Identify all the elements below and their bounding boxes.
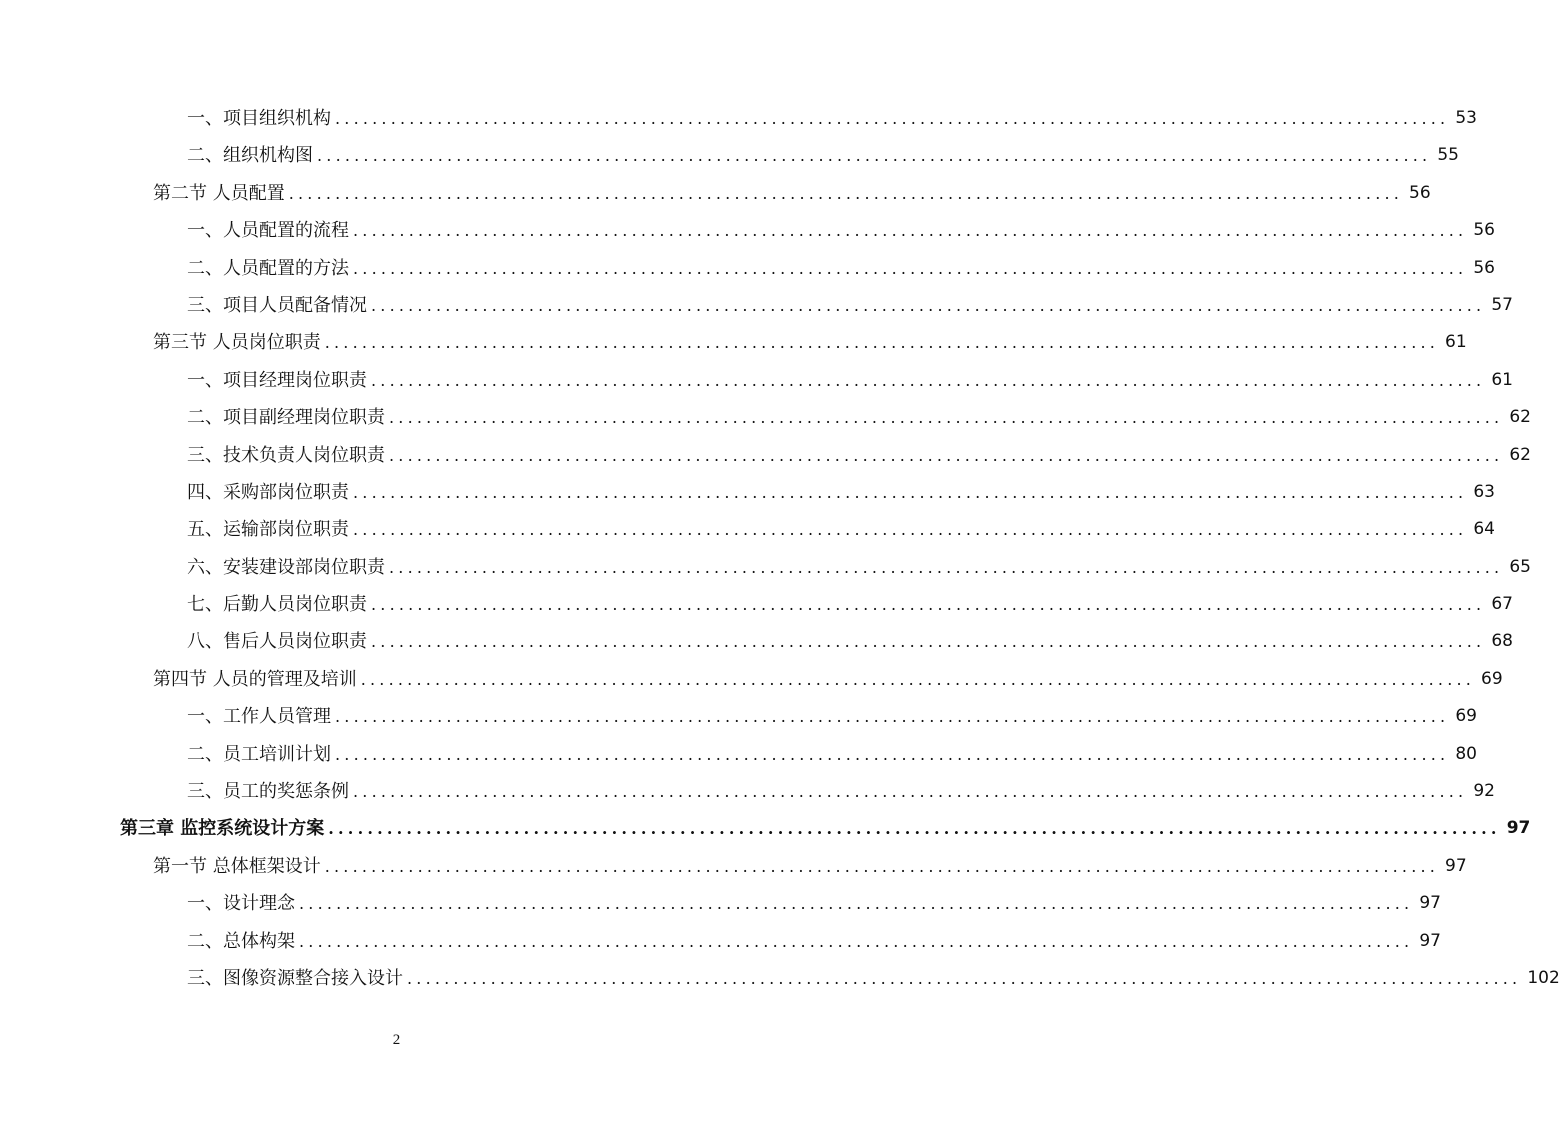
- toc-entry-item[interactable]: [0, 736, 1477, 773]
- toc-dot-leader: ........................................................................................................................: [371, 595, 1486, 615]
- toc-entry-page-number: 55: [1437, 145, 1459, 166]
- toc-entry-chapter[interactable]: [0, 810, 1531, 847]
- toc-entry-line: [120, 810, 1531, 847]
- toc-entry-page-number: 69: [1455, 706, 1477, 727]
- toc-entry-title: 第三节 人员岗位职责: [153, 332, 321, 354]
- toc-entry-section[interactable]: [0, 848, 1467, 885]
- toc-entry-section[interactable]: [0, 324, 1467, 361]
- toc-entry-title: 第三章 监控系统设计方案: [120, 818, 325, 840]
- toc-entry-page-number: 57: [1491, 294, 1513, 315]
- toc-entry-line: [187, 250, 1495, 287]
- toc-entry-title: 二、组织机构图: [187, 145, 313, 167]
- toc-entry-line: [153, 661, 1503, 698]
- toc-entry-title: 八、售后人员岗位职责: [187, 631, 367, 653]
- toc-dot-leader: ........................................................................................................................: [389, 557, 1504, 577]
- toc-entry-title: 三、员工的奖惩条例: [187, 781, 349, 803]
- toc-entry-title: 一、工作人员管理: [187, 706, 331, 728]
- toc-entry-line: [187, 773, 1495, 810]
- toc-entry-title: 五、运输部岗位职责: [187, 519, 349, 541]
- toc-dot-leader: ........................................................................................................................: [324, 333, 1440, 353]
- toc-entry-page-number: 64: [1473, 519, 1495, 540]
- toc-entry-page-number: 61: [1491, 369, 1513, 390]
- toc-entry-line: [187, 960, 1560, 997]
- toc-entry-section[interactable]: [0, 661, 1503, 698]
- toc-entry-item[interactable]: [0, 137, 1459, 174]
- toc-entry-item[interactable]: [0, 399, 1531, 436]
- toc-dot-leader: ........................................................................................................................: [360, 669, 1476, 689]
- toc-entry-title: 二、员工培训计划: [187, 743, 331, 765]
- toc-entry-page-number: 61: [1445, 332, 1467, 353]
- toc-dot-leader: ........................................................................................................................: [371, 632, 1486, 652]
- toc-entry-item[interactable]: [0, 437, 1531, 474]
- toc-entry-line: [187, 137, 1459, 174]
- toc-dot-leader: ........................................................................................................................: [328, 819, 1501, 839]
- toc-entry-title: 一、人员配置的流程: [187, 220, 349, 242]
- toc-entry-line: [153, 324, 1467, 361]
- toc-entry-page-number: 62: [1509, 407, 1531, 428]
- toc-entry-page-number: 63: [1473, 481, 1495, 502]
- toc-entry-page-number: 56: [1409, 182, 1431, 203]
- toc-entry-line: [187, 698, 1477, 735]
- toc-entry-line: [187, 736, 1477, 773]
- toc-entry-page-number: 92: [1473, 781, 1495, 802]
- toc-entry-title: 三、项目人员配备情况: [187, 294, 367, 316]
- toc-dot-leader: ........................................................................................................................: [324, 856, 1440, 876]
- toc-entry-item[interactable]: [0, 511, 1495, 548]
- toc-entry-page-number: 97: [1419, 930, 1441, 951]
- toc-entry-page-number: 97: [1419, 893, 1441, 914]
- toc-entry-title: 第四节 人员的管理及培训: [153, 668, 357, 690]
- toc-entry-page-number: 80: [1455, 743, 1477, 764]
- toc-entry-title: 第一节 总体框架设计: [153, 855, 321, 877]
- toc-dot-leader: ........................................................................................................................: [317, 146, 1432, 166]
- toc-entry-line: [187, 362, 1513, 399]
- toc-dot-leader: ........................................................................................................................: [389, 445, 1504, 465]
- toc-dot-leader: ........................................................................................................................: [353, 482, 1468, 502]
- toc-entry-item[interactable]: [0, 474, 1495, 511]
- toc-dot-leader: ........................................................................................................................: [335, 109, 1450, 128]
- toc-entry-title: 二、总体构架: [187, 930, 295, 952]
- toc-entry-line: [187, 474, 1495, 511]
- toc-entry-page-number: 68: [1491, 631, 1513, 652]
- toc-entry-title: 七、后勤人员岗位职责: [187, 594, 367, 616]
- toc-dot-leader: ........................................................................................................................: [299, 894, 1414, 914]
- toc-dot-leader: ........................................................................................................................: [299, 931, 1414, 951]
- toc-entry-line: [187, 511, 1495, 548]
- toc-entry-page-number: 102: [1527, 967, 1560, 988]
- toc-entry-page-number: 65: [1509, 556, 1531, 577]
- toc-entry-title: 二、项目副经理岗位职责: [187, 407, 385, 429]
- toc-entry-line: [187, 549, 1531, 586]
- toc-entry-page-number: 56: [1473, 257, 1495, 278]
- toc-entry-item[interactable]: [0, 586, 1513, 623]
- toc-entry-title: 四、采购部岗位职责: [187, 481, 349, 503]
- toc-entry-item[interactable]: [0, 250, 1495, 287]
- table-of-contents: [0, 100, 1560, 997]
- toc-dot-leader: ........................................................................................................................: [353, 782, 1468, 802]
- toc-dot-leader: ........................................................................................................................: [407, 968, 1522, 988]
- toc-entry-line: [187, 923, 1441, 960]
- toc-entry-item[interactable]: [0, 212, 1495, 249]
- toc-entry-page-number: 97: [1445, 855, 1467, 876]
- toc-entry-line: [153, 848, 1467, 885]
- toc-dot-leader: ........................................................................................................................: [371, 370, 1486, 390]
- toc-dot-leader: ........................................................................................................................: [389, 408, 1504, 428]
- toc-entry-title: 一、设计理念: [187, 893, 295, 915]
- toc-entry-line: [153, 175, 1431, 212]
- toc-entry-page-number: 53: [1455, 108, 1477, 128]
- toc-dot-leader: ........................................................................................................................: [288, 183, 1404, 203]
- toc-entry-line: [187, 399, 1531, 436]
- toc-entry-item[interactable]: [0, 287, 1513, 324]
- toc-dot-leader: ........................................................................................................................: [353, 221, 1468, 241]
- toc-entry-line: [187, 100, 1477, 137]
- toc-entry-title: 三、技术负责人岗位职责: [187, 444, 385, 466]
- toc-entry-item[interactable]: [0, 362, 1513, 399]
- toc-entry-item[interactable]: [0, 885, 1441, 922]
- toc-entry-title: 一、项目经理岗位职责: [187, 369, 367, 391]
- toc-entry-page-number: 97: [1506, 818, 1531, 839]
- toc-entry-item[interactable]: [0, 698, 1477, 735]
- toc-entry-title: 三、图像资源整合接入设计: [187, 967, 403, 989]
- toc-entry-page-number: 62: [1509, 444, 1531, 465]
- toc-entry-item[interactable]: [0, 549, 1531, 586]
- toc-entry-line: [187, 586, 1513, 623]
- toc-entry-item[interactable]: [0, 773, 1495, 810]
- toc-entry-line: [187, 437, 1531, 474]
- page-number: 2: [392, 1032, 401, 1048]
- toc-entry-page-number: 67: [1491, 594, 1513, 615]
- toc-entry-page-number: 69: [1481, 668, 1503, 689]
- toc-dot-leader: ........................................................................................................................: [371, 295, 1486, 315]
- toc-entry-item[interactable]: [0, 923, 1441, 960]
- toc-entry-line: [187, 287, 1513, 324]
- toc-entry-section[interactable]: [0, 175, 1431, 212]
- toc-dot-leader: ........................................................................................................................: [353, 258, 1468, 278]
- toc-entry-title: 六、安装建设部岗位职责: [187, 556, 385, 578]
- toc-entry-title: 第二节 人员配置: [153, 182, 285, 204]
- toc-entry-line: [187, 212, 1495, 249]
- toc-entry-line: [187, 623, 1513, 660]
- toc-entry-line: [187, 885, 1441, 922]
- toc-entry-title: 一、项目组织机构: [187, 108, 331, 129]
- toc-dot-leader: ........................................................................................................................: [335, 707, 1450, 727]
- toc-entry-item[interactable]: [0, 100, 1477, 137]
- toc-dot-leader: ........................................................................................................................: [353, 520, 1468, 540]
- toc-entry-item[interactable]: [0, 960, 1560, 997]
- toc-entry-title: 二、人员配置的方法: [187, 257, 349, 279]
- toc-entry-item[interactable]: [0, 623, 1513, 660]
- toc-dot-leader: ........................................................................................................................: [335, 744, 1450, 764]
- toc-entry-page-number: 56: [1473, 220, 1495, 241]
